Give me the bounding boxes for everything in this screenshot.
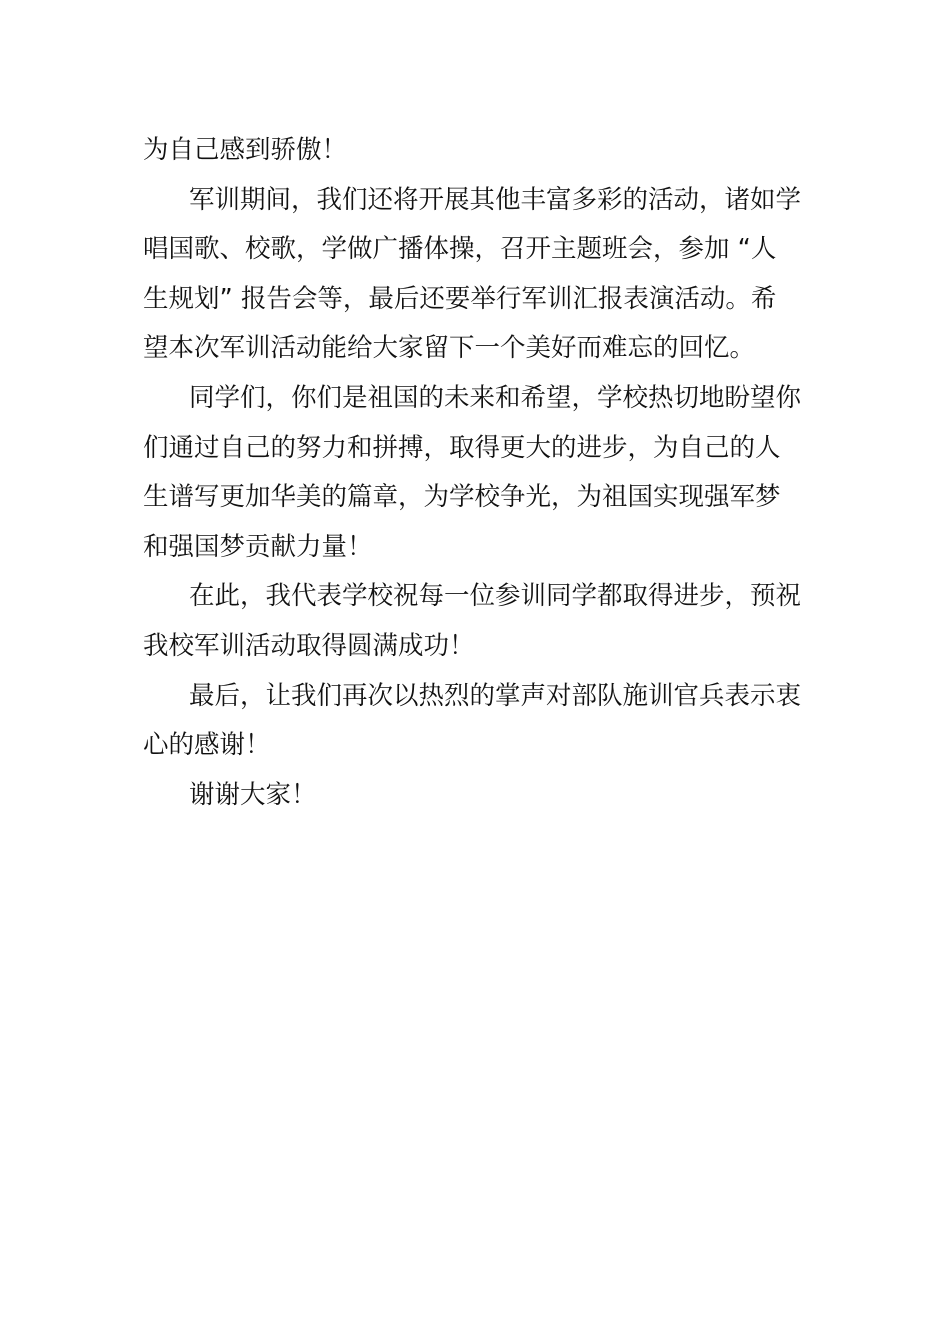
text-line: 们通过自己的努力和拼搏，取得更大的进步，为自己的人	[143, 432, 781, 463]
text-line: 望本次军训活动能给大家留下一个美好而难忘的回忆。	[143, 333, 756, 364]
text-line: 我校军训活动取得圆满成功！	[143, 630, 475, 661]
paragraph-start-line: 军训期间，我们还将开展其他丰富多彩的活动，诸如学	[189, 184, 802, 215]
text-line: 唱国歌、校歌，学做广播体操，召开主题班会，参加 “人	[143, 234, 777, 265]
text-line: 生规划” 报告会等，最后还要举行军训汇报表演活动。希	[143, 283, 777, 314]
text-line: 为自己感到骄傲！	[143, 135, 348, 165]
text-line: 和强国梦贡献力量！	[143, 531, 373, 562]
text-line: 生谱写更加华美的篇章，为学校争光，为祖国实现强军梦	[143, 482, 781, 513]
paragraph-start-line: 同学们，你们是祖国的未来和希望，学校热切地盼望你	[189, 382, 802, 413]
paragraph-start-line: 最后，让我们再次以热烈的掌声对部队施训官兵表示衷	[189, 680, 802, 711]
paragraph-start-line: 在此，我代表学校祝每一位参训同学都取得进步，预祝	[189, 581, 802, 612]
speech-body	[143, 126, 808, 820]
closing-line: 谢谢大家！	[189, 779, 317, 810]
text-line: 心的感谢！	[143, 730, 271, 761]
